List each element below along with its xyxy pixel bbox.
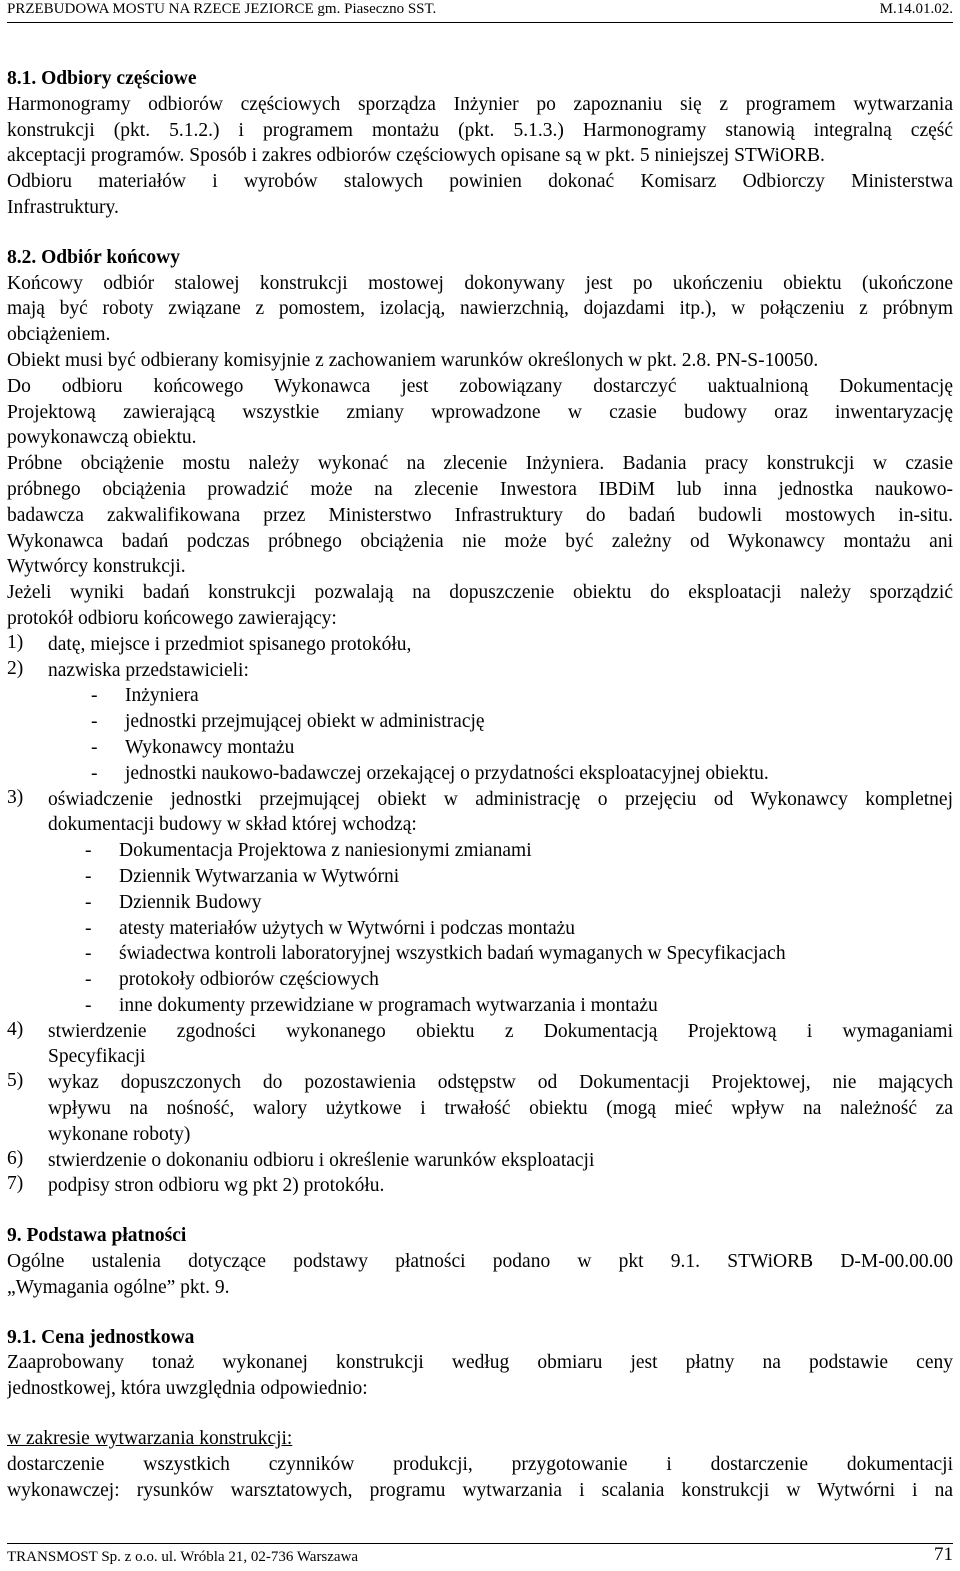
list-text: datę, miejsce i przedmiot spisanego protokółu, [48,633,412,655]
paragraph-line: Ogólne ustalenia dotyczące podstawy płatności podano w pkt 9.1. STWiORB D-M-00.00.00 [7,1251,953,1273]
list-text: oświadczenie jednostki przejmującej obiekt w administrację o przejęciu od Wykonawcy kompletnej [48,788,953,810]
header-code: M.14.01.02. [879,1,953,17]
list-item [7,658,953,684]
paragraph-line: mają być roboty związane z pomostem, izolacją, nawierzchnią, dojazdami itp.), w połączeniu z próbnym [7,298,953,320]
list-text: wpływu na nośność, walory użytkowe i trwałość obiektu (mogą mieć wpływ na należność za [48,1098,953,1120]
list-number: 2) [7,657,24,679]
sub-list-text: jednostki naukowo-badawczej orzekającej o przydatności eksploatacyjnej obiektu. [125,762,769,784]
sub-list-item: - Inżyniera [91,685,199,707]
list-text: stwierdzenie o dokonaniu odbioru i określenie warunków eksploatacji [48,1149,595,1171]
list-number: 5) [7,1070,24,1092]
paragraph-line: Końcowy odbiór stalowej konstrukcji mostowej dokonywany jest po ukończeniu obiektu (ukończone [7,272,953,294]
paragraph-line: jednostkowej, która uwzględnia odpowiednio: [7,1378,368,1400]
paragraph-line: wykonawczej: rysunków warsztatowych, programu wytwarzania i scalania konstrukcji w Wytwórni i na [7,1479,953,1501]
paragraph-line: protokół odbioru końcowego zawierający: [7,607,337,629]
list-number: 7) [7,1173,24,1195]
paragraph-line: Harmonogramy odbiorów częściowych sporządza Inżynier po zapoznaniu się z programem wytwarzania [7,93,953,115]
list-text: wykonane roboty) [48,1123,191,1145]
sub-list-item: - Dokumentacja Projektowa z naniesionymi zmianami [85,840,532,862]
list-item [7,1019,953,1071]
sub-list-text: Dokumentacja Projektowa z naniesionymi zmianami [119,840,532,862]
paragraph-line: Wykonawca badań podczas próbnego obciążenia nie może być zależny od Wykonawcy montażu ani [7,530,953,552]
list-item [7,787,953,839]
sub-list-item: - jednostki naukowo-badawczej orzekającej o przydatności eksploatacyjnej obiektu. [91,762,769,784]
list-number: 6) [7,1147,24,1169]
paragraph-line: Do odbioru końcowego Wykonawca jest zobowiązany dostarczyć uaktualnioną Dokumentację [7,375,953,397]
paragraph-line: badawcza zakwalifikowana przez Ministerstwo Infrastruktury do badań budowli mostowych in-situ. [7,504,953,526]
document-body [7,66,953,1503]
section-9-title: 9. Podstawa płatności [7,1225,187,1247]
sub-list-item: - świadectwa kontroli laboratoryjnej wszystkich badań wymaganych w Specyfikacjach [85,943,786,965]
paragraph-line: Infrastruktury. [7,196,119,218]
list-item [7,1070,953,1147]
list-text: Specyfikacji [48,1046,146,1068]
list-number: 1) [7,631,24,653]
list-text: nazwiska przedstawicieli: [48,659,249,681]
sub-list-item: - protokoły odbiorów częściowych [85,969,379,991]
paragraph-line: Próbne obciążenie mostu należy wykonać na zlecenie Inżyniera. Badania pracy konstrukcji w czasie [7,453,953,475]
sub-list-text: świadectwa kontroli laboratoryjnej wszystkich badań wymaganych w Specyfikacjach [119,943,786,965]
section-8-1-title: 8.1. Odbiory częściowe [7,68,197,89]
list-item [7,1148,953,1174]
header-title: PRZEBUDOWA MOSTU NA RZECE JEZIORCE gm. Piaseczno SST. [7,1,437,17]
paragraph-line: konstrukcji (pkt. 5.1.2.) i programem montażu (pkt. 5.1.3.) Harmonogramy stanowią integralną część [7,119,953,141]
paragraph-line: obciążeniem. [7,324,111,346]
list-text: podpisy stron odbioru wg pkt 2) protokółu. [48,1175,385,1197]
sub-list-text: Wykonawcy montażu [125,736,295,758]
sub-list-text: atesty materiałów użytych w Wytwórni i podczas montażu [119,917,576,939]
list-text: wykaz dopuszczonych do pozostawienia odstępstw od Dokumentacji Projektowej, nie mających [48,1072,953,1094]
list-text: dokumentacji budowy w skład której wchodzą: [48,814,417,836]
paragraph-line: Projektową zawierającą wszystkie zmiany wprowadzone w czasie budowy oraz inwentaryzację [7,401,953,423]
sub-list-text: Dziennik Budowy [119,891,262,913]
paragraph-line: dostarczenie wszystkich czynników produkcji, przygotowanie i dostarczenie dokumentacji [7,1453,953,1475]
sub-list-item: - Wykonawcy montażu [91,736,295,758]
section-9-1-title: 9.1. Cena jednostkowa [7,1326,195,1348]
paragraph-line: Zaaprobowany tonaż wykonanej konstrukcji według obmiaru jest płatny na podstawie ceny [7,1352,953,1374]
sub-list-text: jednostki przejmującej obiekt w administrację [125,711,485,733]
paragraph-line: Obiekt musi być odbierany komisyjnie z zachowaniem warunków określonych w pkt. 2.8. PN-S-10050. [7,349,819,371]
paragraph-line: Jeżeli wyniki badań konstrukcji pozwalają na dopuszczenie obiektu do eksploatacji należy sporządzić [7,582,953,604]
list-item [7,1173,953,1199]
paragraph-line: Wytwórcy konstrukcji. [7,556,186,578]
paragraph-line: próbnego obciążenia prowadzić może na zlecenie Inwestora IBDiM lub inna jednostka naukowo- [7,478,953,500]
sub-list-item: - jednostki przejmującej obiekt w administrację [91,711,485,733]
paragraph-line: powykonawczą obiektu. [7,427,197,449]
sub-list-item: - Dziennik Budowy [85,891,262,913]
sub-list-item: - atesty materiałów użytych w Wytwórni i podczas montażu [85,917,576,939]
page-header [7,0,953,23]
list-number: 4) [7,1018,24,1040]
footer-company: TRANSMOST Sp. z o.o. ul. Wróbla 21, 02-736 Warszawa [7,1549,359,1565]
sub-list-text: inne dokumenty przewidziane w programach wytwarzania i montażu [119,994,658,1016]
sub-list-text: protokoły odbiorów częściowych [119,969,379,991]
paragraph-line: akceptacji programów. Sposób i zakres odbiorów częściowych opisane są w pkt. 5 niniejszej STWiORB. [7,145,825,167]
list-item [7,632,953,658]
paragraph-line: Odbioru materiałów i wyrobów stalowych powinien dokonać Komisarz Odbiorczy Ministerstwa [7,171,953,193]
list-number: 3) [7,786,24,808]
subheading: w zakresie wytwarzania konstrukcji: [7,1428,293,1450]
section-8-2-title: 8.2. Odbiór końcowy [7,246,181,268]
page-number: 71 [934,1544,953,1565]
sub-list-text: Inżyniera [125,685,199,707]
sub-list-item: - inne dokumenty przewidziane w programach wytwarzania i montażu [85,994,658,1016]
page-footer [7,1543,953,1570]
sub-list-text: Dziennik Wytwarzania w Wytwórni [119,865,400,887]
paragraph-line: „Wymagania ogólne” pkt. 9. [7,1276,230,1298]
list-text: stwierdzenie zgodności wykonanego obiektu z Dokumentacją Projektową i wymaganiami [48,1020,953,1042]
sub-list-item: - Dziennik Wytwarzania w Wytwórni [85,865,400,887]
